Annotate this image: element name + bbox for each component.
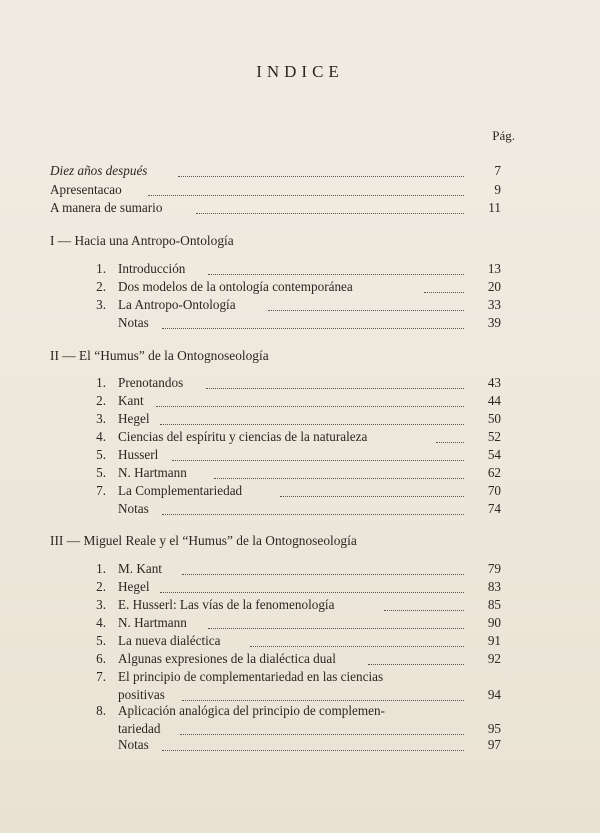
toc-entry-number: 1. [96, 375, 106, 390]
toc-entry-page: 85 [487, 597, 501, 612]
toc-entry-title: Notas [118, 501, 149, 516]
dot-leader [162, 749, 464, 751]
toc-entry-title: M. Kant [118, 561, 162, 576]
toc-entry-title: La Complementariedad [118, 483, 243, 498]
toc-entry-page: 11 [488, 200, 501, 215]
section-heading-i: I — Hacia una Antropo-Ontología [50, 233, 234, 248]
toc-entry-page: 91 [487, 633, 501, 648]
toc-entry [0, 410, 600, 428]
toc-entry-title: Diez años después [50, 163, 148, 178]
toc-entry-page: 20 [487, 279, 501, 294]
toc-entry-page: 79 [487, 561, 501, 576]
toc-entry-number: 5. [96, 465, 106, 480]
toc-entry [0, 296, 600, 314]
toc-entry-number: 2. [96, 579, 106, 594]
toc-entry-page: 62 [487, 465, 501, 480]
toc-entry-number: 5. [96, 447, 106, 462]
toc-entry [0, 650, 600, 668]
toc-entry-page: 52 [487, 429, 501, 444]
toc-entry-number: 1. [96, 261, 106, 276]
dot-leader [196, 212, 464, 214]
toc-entry [0, 260, 600, 278]
toc-entry [0, 278, 600, 296]
toc-entry [0, 614, 600, 632]
dot-leader [172, 459, 464, 461]
page-column-label: Pág. [492, 128, 515, 143]
toc-entry-number: 2. [96, 393, 106, 408]
toc-entry-notas [0, 314, 600, 332]
dot-leader [182, 699, 464, 701]
dot-leader [180, 733, 464, 735]
toc-entry-page: 95 [487, 721, 501, 736]
toc-entry-page: 70 [487, 483, 501, 498]
toc-entry-title-continued: positivas [118, 687, 165, 702]
toc-entry [0, 446, 600, 464]
toc-entry-page: 33 [487, 297, 501, 312]
toc-entry-page: 54 [487, 447, 501, 462]
toc-entry-number: 7. [96, 669, 106, 684]
toc-entry-title: Notas [118, 315, 149, 330]
toc-entry [0, 632, 600, 650]
toc-entry-page: 97 [487, 737, 501, 752]
dot-leader [208, 627, 464, 629]
toc-entry-page: 39 [487, 315, 501, 330]
toc-entry-a-manera-de-sumario [0, 199, 600, 217]
toc-entry-title: Apresentacao [50, 182, 122, 197]
dot-leader [280, 495, 464, 497]
toc-entry-title: Kant [118, 393, 144, 408]
toc-entry-title: Notas [118, 737, 149, 752]
toc-entry-diez-anos [0, 162, 600, 180]
dot-leader [368, 663, 464, 665]
toc-entry-page: 43 [487, 375, 501, 390]
toc-entry-title: Husserl [118, 447, 159, 462]
dot-leader [424, 291, 464, 293]
toc-entry-page: 13 [487, 261, 501, 276]
toc-entry-page: 44 [487, 393, 501, 408]
toc-entry [0, 482, 600, 500]
toc-entry-page: 74 [487, 501, 501, 516]
dot-leader [182, 573, 464, 575]
toc-entry-notas [0, 736, 600, 754]
toc-entry-title: Dos modelos de la ontología contemporánea [118, 279, 353, 294]
toc-entry-title: Prenotandos [118, 375, 184, 390]
toc-entry-number: 3. [96, 597, 106, 612]
dot-leader [268, 309, 464, 311]
page-title: INDICE [256, 62, 344, 81]
toc-entry-number: 7. [96, 483, 106, 498]
toc-entry-title: La Antropo-Ontología [118, 297, 236, 312]
toc-entry [0, 464, 600, 482]
toc-entry-number: 4. [96, 429, 106, 444]
toc-entry-number: 2. [96, 279, 106, 294]
dot-leader [160, 423, 464, 425]
dot-leader [384, 609, 464, 611]
toc-entry [0, 578, 600, 596]
dot-leader [214, 477, 464, 479]
section-heading-iii: III — Miguel Reale y el “Humus” de la Ontognoseología [50, 533, 357, 548]
toc-entry-page: 7 [494, 163, 501, 178]
toc-entry-number: 3. [96, 411, 106, 426]
toc-entry-multiline [0, 702, 600, 720]
toc-entry [0, 392, 600, 410]
dot-leader [156, 405, 464, 407]
toc-entry-page: 90 [487, 615, 501, 630]
section-heading-ii: II — El “Humus” de la Ontognoseología [50, 348, 269, 363]
dot-leader [162, 513, 464, 515]
toc-entry-title: Ciencias del espíritu y ciencias de la naturaleza [118, 429, 368, 444]
toc-entry [0, 560, 600, 578]
dot-leader [206, 387, 464, 389]
dot-leader [160, 591, 464, 593]
toc-entry-title: A manera de sumario [50, 200, 163, 215]
dot-leader [208, 273, 464, 275]
toc-entry [0, 374, 600, 392]
toc-entry-number: 1. [96, 561, 106, 576]
toc-entry-number: 8. [96, 703, 106, 718]
toc-entry-title: Introducción [118, 261, 186, 276]
toc-entry-page: 92 [487, 651, 501, 666]
toc-entry-number: 4. [96, 615, 106, 630]
toc-entry-page: 50 [487, 411, 501, 426]
toc-entry-apresentacao [0, 181, 600, 199]
toc-entry-page: 83 [487, 579, 501, 594]
dot-leader [250, 645, 464, 647]
toc-entry-title: N. Hartmann [118, 465, 187, 480]
toc-entry-title: La nueva dialéctica [118, 633, 221, 648]
toc-entry-title: E. Husserl: Las vías de la fenomenología [118, 597, 335, 612]
toc-entry-number: 5. [96, 633, 106, 648]
dot-leader [162, 327, 464, 329]
toc-entry-number: 3. [96, 297, 106, 312]
toc-entry-notas [0, 500, 600, 518]
toc-entry [0, 596, 600, 614]
toc-entry-title: Aplicación analógica del principio de complemen- [118, 703, 385, 718]
toc-entry-multiline [0, 668, 600, 686]
toc-entry-page: 94 [487, 687, 501, 702]
toc-entry-title: Hegel [118, 579, 150, 594]
toc-entry-title-continued: tariedad [118, 721, 161, 736]
dot-leader [178, 175, 464, 177]
toc-entry-title: N. Hartmann [118, 615, 187, 630]
toc-entry-title: Hegel [118, 411, 150, 426]
toc-entry-page: 9 [494, 182, 501, 197]
toc-entry-title: Algunas expresiones de la dialéctica dual [118, 651, 336, 666]
dot-leader [148, 194, 464, 196]
toc-entry-title: El principio de complementariedad en las ciencias [118, 669, 384, 684]
toc-entry-number: 6. [96, 651, 106, 666]
toc-entry [0, 428, 600, 446]
